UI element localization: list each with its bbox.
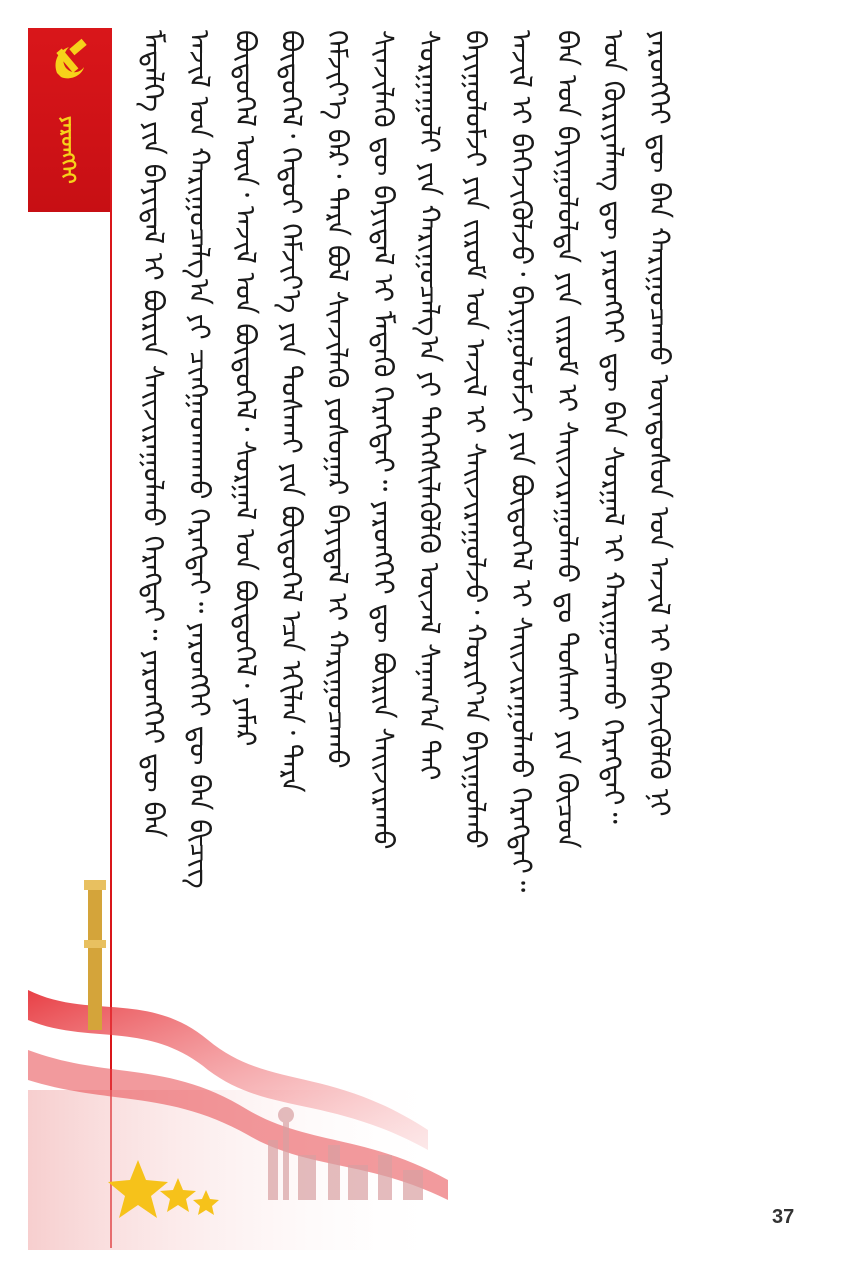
text-column: ᠰᠤᠷᠭᠠᠭᠤᠯᠢ ᠶᠢᠨ ᠬᠠᠷᠢᠭᠤᠴᠠᠯᠭ᠎ᠠ ᠶᠢ ᠳᠡᠭᠡᠭᠰᠢᠯᠡᠭᠦᠯᠬᠦ ᠦᠵᠡᠯ ᠰᠠᠨᠠᠭ᠎ᠠ ᠲᠠᠢ [413,30,446,781]
hammer-sickle-icon [42,34,96,88]
text-column: ᠰᠢᠨᠵᠢᠯᠡᠬᠦ ᠳᠦ ᠪᠠᠶᠢᠳᠠᠯ ᠢ ᠮᠡᠳᠡᠬᠦ ᠬᠡᠷᠡᠭᠲᠡᠢ᠃ ᠶᠡᠷᠦᠩᠬᠡᠢ ᠳᠦ ᠪᠦᠷᠢᠨ ᠰᠠᠢᠵᠢᠷᠠᠬᠤ [367,30,400,850]
page-number: 37 [772,1206,795,1228]
header-banner [28,28,110,212]
text-column: ᠬᠡᠮᠵᠢᠶ᠎ᠡ ᠪᠡᠷ᠂ ᠲᠡᠷᠡ ᠪᠤᠯ ᠰᠢᠨᠵᠢᠯᠡᠬᠦ ᠶᠤᠰᠤᠭᠠᠷ ᠪᠠᠶᠢᠳᠠᠯ ᠢ ᠬᠠᠷᠢᠭᠤᠴᠠᠬᠤ [321,30,354,769]
text-column: ᠪᠠᠶᠢᠭᠤᠯᠤᠮᠵᠢ ᠶᠢᠨ ᠵᠢᠷᠤᠮ ᠤᠨ ᠠᠵᠢᠯ ᠢ ᠰᠠᠢᠵᠢᠷᠠᠭᠤᠯᠵᠤ᠂ ᠬᠤᠷᠢᠶ᠎ᠠ ᠪᠠᠶᠢᠭᠤᠯᠬᠤ [459,30,492,849]
text-column: ᠤᠨ ᠬᠦᠷᠢᠶᠡᠯᠡᠩ ᠳᠦ ᠶᠡᠷᠦᠩᠬᠡᠢ ᠳᠦ ᠪᠠᠨ ᠰᠤᠷᠭᠠᠯ ᠢ ᠬᠠᠷᠢᠭᠤᠴᠠᠬᠤ ᠬᠡᠷᠡᠭᠲᠡᠢ᠃ [597,30,630,824]
text-column: ᠪᠦᠲᠦᠭᠡᠯ ᠦᠨ᠂ ᠠᠵᠢᠯ ᠤᠨ ᠪᠦᠲᠦᠭᠡᠯ᠂ ᠰᠤᠷᠭᠠᠯ ᠤᠨ ᠪᠦᠲᠦᠭᠡᠯ᠂ ᠶᠠᠮᠠᠷ [229,30,262,747]
text-column: ᠠᠵᠢᠯ ᠢ ᠪᠡᠬᠡᠵᠢᠭᠦᠯᠵᠦ᠂ ᠪᠠᠶᠢᠭᠤᠯᠤᠮᠵᠢ ᠶᠢᠨ ᠪᠦᠲᠦᠭᠡᠯ ᠢ ᠰᠠᠢᠵᠢᠷᠠᠭᠤᠯᠬᠤ ᠬᠡᠷᠡᠭᠲᠡᠢ᠃ [505,30,538,893]
text-column: ᠪᠠᠨ ᠤᠨ ᠪᠠᠶᠢᠭᠤᠯᠤᠯᠲᠠ ᠶᠢᠨ ᠵᠢᠷᠤᠮ ᠢ ᠰᠠᠢᠵᠢᠷᠠᠭᠤᠯᠬᠤ ᠳᠤ ᠲᠤᠰᠬᠠᠢ ᠶᠢᠨ ᠬᠦᠴᠦᠨ [551,30,584,849]
text-column: ᠠᠵᠢᠯ ᠤᠨ ᠬᠠᠷᠢᠭᠤᠴᠠᠯᠭ᠎ᠠ ᠶᠢ ᠴᠢᠩᠭᠠᠳᠬᠠᠬᠤ ᠬᠡᠷᠡᠭᠲᠡᠢ᠃ ᠶᠡᠷᠦᠩᠬᠡᠢ ᠳᠦ ᠪᠠᠨ ᠪᠢᠴᠢᠭ [183,30,216,889]
header-title: ᠶᠡᠷᠦᠩᠬᠡᠢ [56,116,81,184]
text-column: ᠪᠦᠲᠦᠭᠡᠯ᠂ ᠬᠡᠳᠦᠢ ᠬᠡᠮᠵᠢᠶ᠎ᠡ ᠶᠢᠨ ᠲᠤᠰᠬᠠᠢ ᠶᠢᠨ ᠪᠦᠲᠦᠭᠡᠯ ᠡᠴᠡ ᠡᠬᠢᠯᠡᠨ᠂ ᠲᠡᠷᠡ [275,30,308,793]
text-column: ᠶᠡᠷᠦᠩᠬᠡᠢ ᠳᠦ ᠪᠠᠨ ᠬᠠᠷᠢᠭᠤᠴᠠᠬᠤ ᠦᠨᠳᠦᠰᠦᠨ ᠤᠨ ᠠᠵᠢᠯ ᠢ ᠪᠡᠬᠡᠵᠢᠭᠦᠯᠬᠦ ᠨᠢ [643,30,676,817]
vertical-text-body [130,30,820,1190]
text-column: ᠮᠡᠳᠡᠯᠭᠡ ᠶᠢᠨ ᠪᠠᠶᠢᠳᠠᠯ ᠢ ᠪᠦᠷᠢᠨ ᠰᠠᠢᠵᠢᠷᠠᠭᠤᠯᠬᠤ ᠬᠡᠷᠡᠭᠲᠡᠢ᠃ ᠶᠡᠷᠦᠩᠬᠡᠢ ᠳᠦ ᠪᠠᠨ [137,30,170,838]
